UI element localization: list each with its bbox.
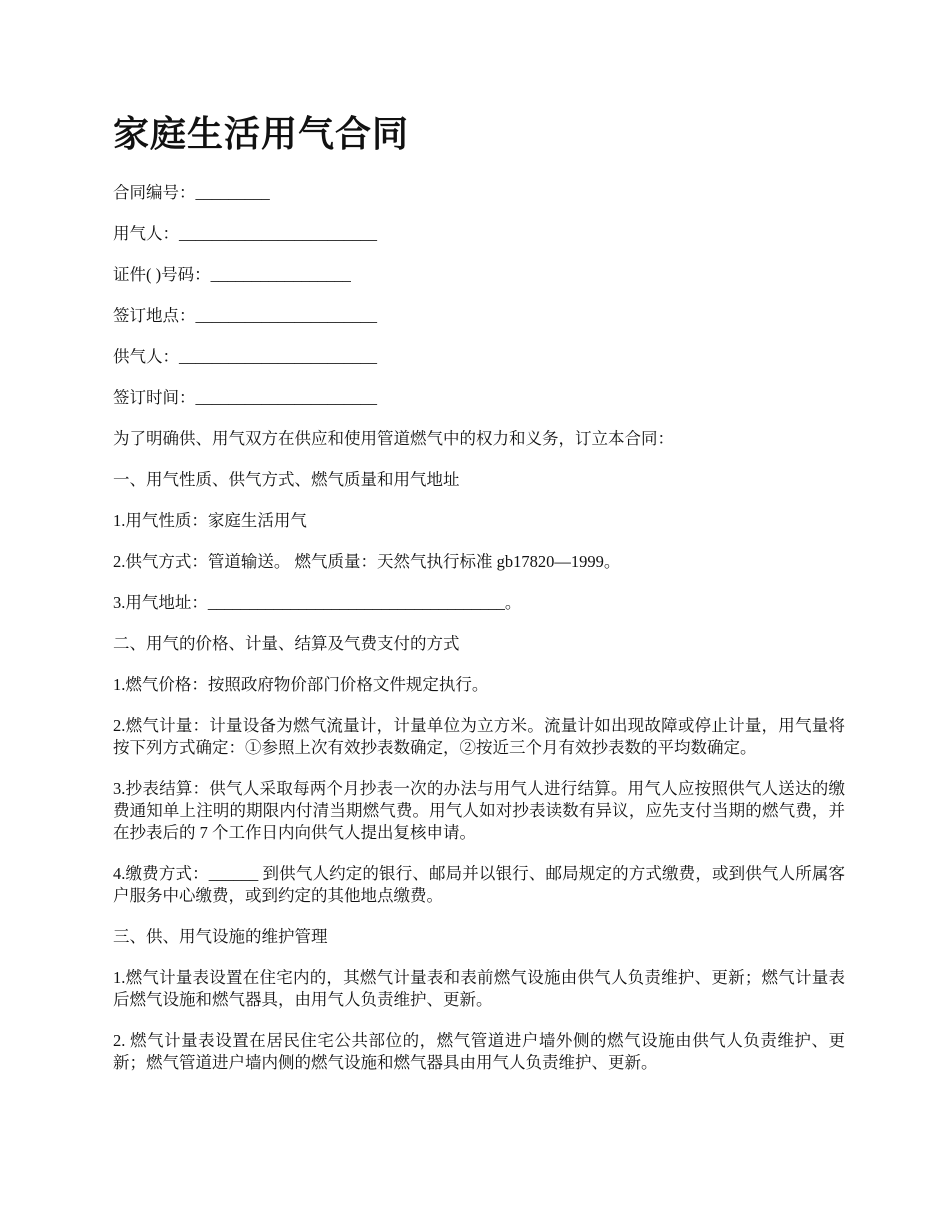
document-title: 家庭生活用气合同 bbox=[113, 114, 410, 154]
preamble-paragraph: 为了明确供、用气双方在供应和使用管道燃气中的权力和义务，订立本合同： bbox=[113, 429, 674, 448]
signing-time-field: 签订时间：______________________ bbox=[113, 388, 377, 407]
section-1-item-2: 2.供气方式：管道输送。 燃气质量：天然气执行标准 gb17820—1999。 bbox=[113, 552, 621, 571]
section-2-item-1: 1.燃气价格：按照政府物价部门价格文件规定执行。 bbox=[113, 675, 489, 694]
signing-place-field: 签订地点：______________________ bbox=[113, 306, 377, 325]
section-2-item-3: 3.抄表结算：供气人采取每两个月抄表一次的办法与用气人进行结算。用气人应按照供气人送达的缴费通知单上注明的期限内付清当期燃气费。用气人如对抄表读数有异议，应先支付当期的燃气费，并在抄表后的 7 个工作日内向供气人提出复核申请。 bbox=[113, 779, 845, 842]
gas-user-field: 用气人：________________________ bbox=[113, 224, 377, 243]
gas-supplier-field: 供气人：________________________ bbox=[113, 347, 377, 366]
section-1-heading: 一、用气性质、供气方式、燃气质量和用气地址 bbox=[113, 470, 460, 489]
id-number-field: 证件( )号码：_________________ bbox=[113, 265, 351, 284]
contract-number-field: 合同编号：_________ bbox=[113, 183, 270, 202]
section-1-item-3: 3.用气地址：____________________________________。 bbox=[113, 593, 522, 612]
section-3-heading: 三、供、用气设施的维护管理 bbox=[113, 927, 328, 946]
document-page bbox=[113, 108, 845, 1093]
section-1-item-1: 1.用气性质：家庭生活用气 bbox=[113, 511, 307, 530]
section-2-item-4: 4.缴费方式：______ 到供气人约定的银行、邮局并以银行、邮局规定的方式缴费，或到供气人所属客户服务中心缴费，或到约定的其他地点缴费。 bbox=[113, 864, 845, 905]
section-2-heading: 二、用气的价格、计量、结算及气费支付的方式 bbox=[113, 634, 460, 653]
section-3-item-2: 2. 燃气计量表设置在居民住宅公共部位的，燃气管道进户墙外侧的燃气设施由供气人负责维护、更新；燃气管道进户墙内侧的燃气设施和燃气器具由用气人负责维护、更新。 bbox=[113, 1031, 845, 1072]
section-2-item-2: 2.燃气计量：计量设备为燃气流量计，计量单位为立方米。流量计如出现故障或停止计量，用气量将按下列方式确定：①参照上次有效抄表数确定，②按近三个月有效抄表数的平均数确定。 bbox=[113, 716, 845, 757]
section-3-item-1: 1.燃气计量表设置在住宅内的，其燃气计量表和表前燃气设施由供气人负责维护、更新；燃气计量表后燃气设施和燃气器具，由用气人负责维护、更新。 bbox=[113, 968, 845, 1009]
